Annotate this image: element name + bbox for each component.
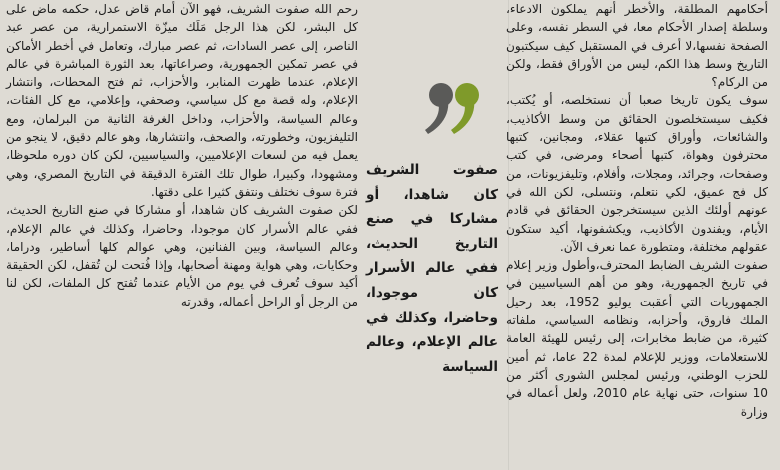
paragraph: لكن صفوت الشريف كان شاهدا، أو مشاركا في صنع التاريخ الحديث، ففي عالم الأسرار كان موجودا، وحاضرا، وكذلك في عالم الإعلام، وعالم السياسة، وبين الفنانين، وهي عوالم كلها أساطير، ودراما، وحكايات، وهي هواية ومهنة أصحابها، وإذا فُتحت لن تُقفل، لكن الحقيقة أكيد سوف تُعرف في يوم من الأيام عندما تُفتح كل الملفات، لكن لنا من الرجل أو الراحل أعماله، وقدرته (6, 203, 358, 309)
column-divider (508, 0, 509, 470)
double-quote-mark-icon (422, 80, 482, 138)
paragraph: صفوت الشريف الضابط المحترف،وأطول وزير إعلام في تاريخ الجمهورية، وهو من أهم السياسيين في الجمهوريات التي أعقبت يوليو 1952، بعد رحيل الملك فاروق، وأحزابه، ونظامه السياسي، ملفاته كثيرة، من ضابط مخابرات، إلى رئيس للهيئة العامة للاستعلامات، ووزير للإعلام لمدة 22 عاما، ثم أمين للحزب الوطني، ورئيس لمجلس الشورى أكثر من 10 سنوات، حتى نهاية عام 2010، ولعل أعماله في وزارة (506, 258, 768, 419)
article-column-right (506, 0, 768, 470)
paragraph: أحكامهم المطلقة، والأخطر أنهم يملكون الادعاء، وسلطة إصدار الأحكام معا، في السطر نفسه، وعلى الصفحة نفسها،لا أعرف في المستقبل كيف سيكتبون التاريخ وسط هذا الكم، ليس من الأوراق فقط، ولكن من الركام؟ (506, 2, 768, 90)
article-column-left (2, 0, 362, 470)
pull-quote-box (360, 0, 505, 470)
paragraph: سوف يكون تاريخا صعبا أن نستخلصه، أو يُكتب، فكيف سيستخلصون الحقائق من وسط الأكاذيب، والشائعات، وأوراق كتبها عقلاء، ومجانين، كتبها محترفون وهواة، كتبها أصحاء ومرضى، في كتب وصفحات، وجرائد، ومجلات، وأفلام، وتليفزيونات، من كل فج عميق، لكي نتعلم، ونتسلى، لكن الله في عونهم أولئك الذين سيستخرجون الحقائق في قادم الأيام، ويفندون الأكاذيب، ويكشفونها، أكيد ستكون عقولهم مختلفة، ومتطورة عما نعرف الآن. (506, 93, 768, 254)
pull-quote: صفوت الشريف كان شاهدا، أو مشاركا في صنع التاريخ الحديث، ففي عالم الأسرار كان موجودا، وحاضرا، وكذلك في عالم الإعلام، وعالم السياسة (366, 162, 498, 375)
paragraph: رحم الله صفوت الشريف، فهو الآن أمام قاض عدل، حكمه ماض على كل البشر، لكن هذا الرجل مَلَك ميزّة الاستمرارية، من عصر عبد الناصر، إلى عصر السادات، ثم عصر مبارك، وتعامل في أخطر الأماكن في عصر تمكين الجمهورية، وصراعاتها، بعد الثورة المباشرة في عالم الإعلام، عندما ظهرت المنابر، والأحزاب، ثم فتح المحطات، وانتشار الإعلام، وله قصة مع كل سياسي، وصحفي، وإعلامي، مع كل الفئات، وعالم السياسة، والأحزاب، وداخل الغرفة الثانية من البرلمان، ومع التليفزيون، وخطورته، والصحف، وانتشارها، وهو عالم دقيق، لا ينجو من يعمل فيه من لسعات الإعلاميين، والسياسيين، لكن كان دوره ملحوظا، ومشهودا، وكبيرا، طوال تلك الفترة الدقيقة في التاريخ المصري، وهي فترة سوف نختلف ونتفق كثيرا على دقتها. (6, 2, 358, 199)
